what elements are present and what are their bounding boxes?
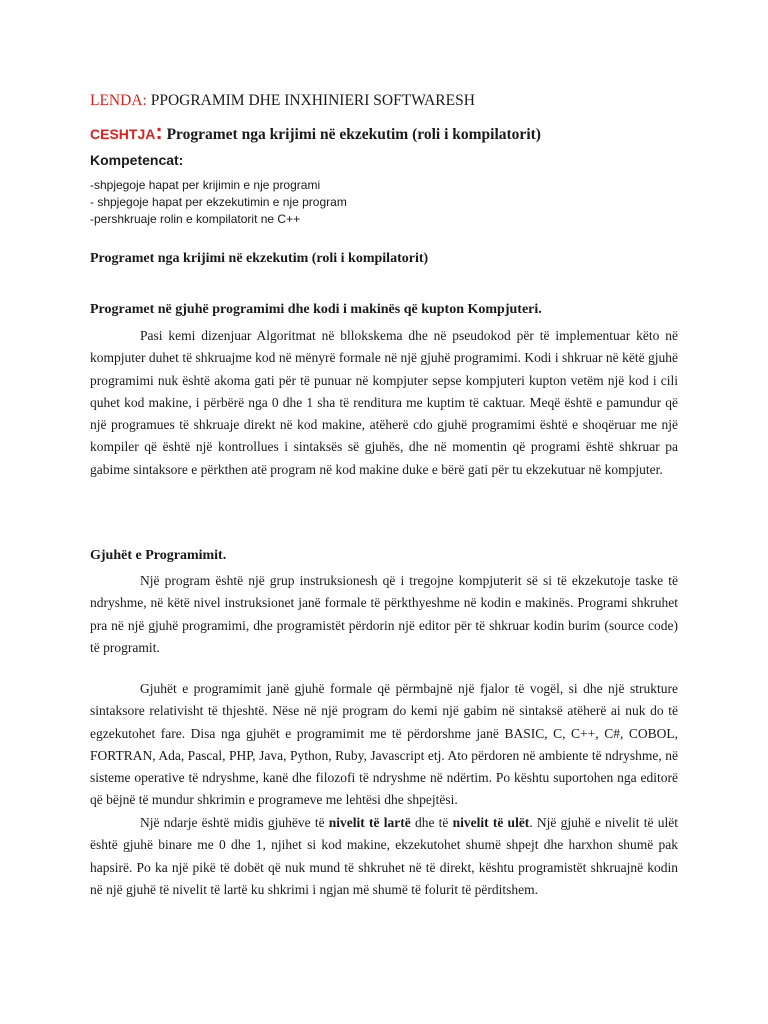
section1-heading: Programet në gjuhë programimi dhe kodi i makinës që kupton Kompjuteri. <box>90 302 542 317</box>
topic-label: CESHTJA <box>90 126 156 142</box>
subject-label: LENDA: <box>90 92 147 109</box>
emphasis-high-level: nivelit të lartë <box>328 815 411 830</box>
section2-paragraph-1: Një program është një grup instruksionesh që i tregojne kompjuterit së si të ekzekutoje taske të ndryshme, në këtë nivel instruksionet janë formale të përkthyeshme në kodin e makinës. Programi shkruhet pra në një gjuhë programimi, dhe programistët përdorin një editor për të shkruar kodin burim (source code) të programit. <box>90 573 678 655</box>
section-title: Programet nga krijimi në ekzekutim (roli i kompilatorit) <box>90 251 429 266</box>
competency-item: - shpjegoje hapat per ekzekutimin e nje program <box>90 195 347 209</box>
competency-item: -pershkruaje rolin e kompilatorit ne C++ <box>90 212 301 226</box>
topic-title: Programet nga krijimi në ekzekutim (roli i kompilatorit) <box>162 126 541 143</box>
section1-paragraph: Pasi kemi dizenjuar Algoritmat në bllokskema dhe në pseudokod për të implementuar këto në kompjuter duhet të shkruajme kod në mënyrë formale në një gjuhë programimi. Kodi i shkruar në këtë gjuhë programimi nuk është akoma gati për të punuar në kompjuter sepse kompjuteri kupton vetëm një kod i cili quhet kod makine, i përbërë nga 0 dhe 1 sha të renditura me kuptim të caktuar. Meqë është e pamundur që një programues të shkruaje direkt në kod makine, atëherë cdo gjuhë programimi është e shoqëruar me një kompiler që është një kontrollues i sintaksës së gjuhës, dhe në momentin që programi është shkruar pa gabime sintaksore e përkthen atë program në kod makine duke e bërë gati për tu ekzekutuar në kompjuter. <box>90 328 678 477</box>
section2-paragraph-3 <box>90 812 678 901</box>
text-run: . Një gjuhë e nivelit të ulët është gjuhë binare me 0 dhe 1, njihet si kod makine, ekzekutohet shumë shpejt dhe harxhon shumë pak hapsirë. Po ka një pikë të dobët që nuk mund të shkruhet në të direkt, kështu programistët shkruajnë kodin në një gjuhë të nivelit të lartë ku shkrimi i ngjan më shumë të folurit të përditshem. <box>90 815 678 897</box>
text-run: Një ndarje është midis gjuhëve të <box>140 815 329 830</box>
competencies-heading: Kompetencat: <box>90 152 184 168</box>
emphasis-low-level: nivelit të ulët <box>452 815 530 830</box>
subject-line <box>90 92 475 110</box>
competencies-list <box>90 177 347 228</box>
section2-heading: Gjuhët e Programimit. <box>90 548 227 563</box>
topic-colon: : <box>155 119 163 144</box>
competency-item: -shpjegoje hapat per krijimin e nje programi <box>90 178 321 192</box>
topic-line <box>90 119 541 145</box>
section2-paragraph-2: Gjuhët e programimit janë gjuhë formale që përmbajnë një fjalor të vogël, si dhe një strukture sintaksore relativisht të thjeshtë. Nëse në një program do kemi një gabim në sintaksë atëherë ai nuk do të egzekutohet fare. Disa nga gjuhët e programimit me të përdorshme janë BASIC, C, C++, C#, COBOL, FORTRAN, Ada, Pascal, PHP, Java, Python, Ruby, Javascript etj. Ato përdoren në ambiente të ndryshme, në sisteme operative të ndryshme, kanë dhe filozofi të ndryshme në ndërtim. Po kështu suportohen nga editorë që bëjnë të mundur shkrimin e programeve me lehtësi dhe shpejtësi. <box>90 681 678 808</box>
subject-title: PPOGRAMIM DHE INXHINIERI SOFTWARESH <box>146 92 475 109</box>
text-run: dhe të <box>410 815 453 830</box>
